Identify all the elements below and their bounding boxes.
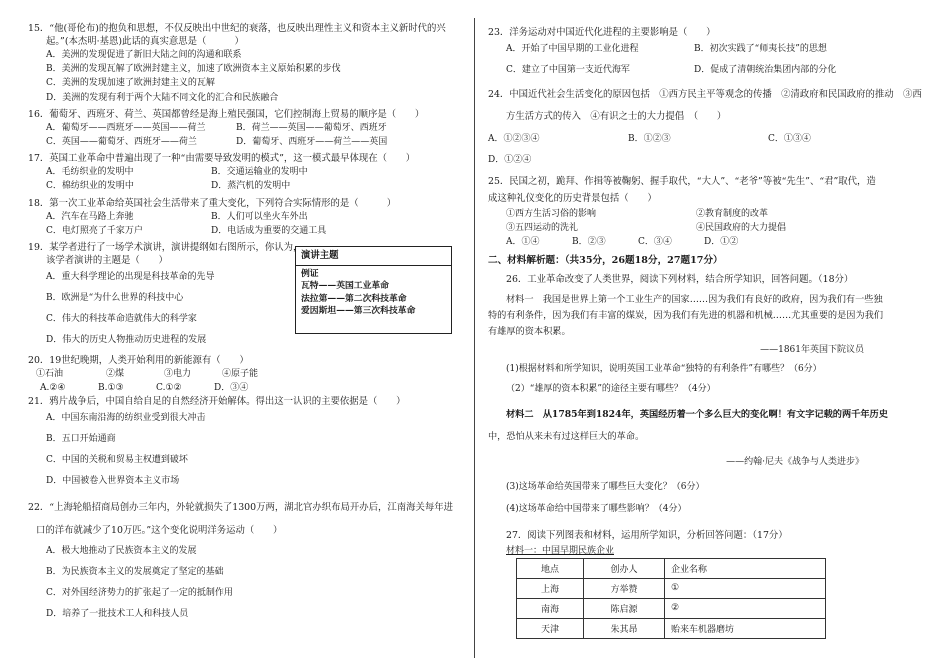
question-20 <box>28 354 460 395</box>
q24-option-b: B．①②③ <box>628 134 671 144</box>
q20-option-d: D．③④ <box>214 383 249 394</box>
q26-m1-line1: 材料一 我国是世界上第一个工业生产的国家……因为我们有良好的政府，因为我们有一些独 <box>506 293 883 305</box>
q20-item-1: ①石油 <box>36 369 64 380</box>
q26-source-1: ——1861年英国下院议员 <box>760 344 864 355</box>
q26-material-2 <box>488 404 924 448</box>
q23-option-d: D．促成了清朝统治集团内部的分化 <box>694 65 837 75</box>
q18-option-b: B．人们可以坐火车外出 <box>211 211 308 222</box>
speech-title: 演讲主题 <box>301 250 339 261</box>
q21-option-d: D．中国被卷入世界资本主义市场 <box>46 476 180 487</box>
q27-material-caption: 材料一：中国早期民族企业 <box>506 545 615 556</box>
q16-options-row2 <box>28 135 460 149</box>
speech-line-1: 瓦特——英国工业革命 <box>301 281 389 291</box>
q24-option-a: A．①②③④ <box>488 134 540 144</box>
q15-stem-line1: 15．“他(哥伦布)的抱负和思想，不仅反映出中世纪的衰落，也反映出理性主义和资本主义新时代的兴 <box>28 23 446 34</box>
table-cell: 天津 <box>517 618 584 638</box>
q17-option-a: A．毛纺织业的发明中 <box>46 167 134 178</box>
q16-option-a: A．葡萄牙——西班牙——英国——荷兰 <box>46 122 206 133</box>
q26-m2-line2: 中，恐怕从来未有过这样巨大的革命。 <box>488 430 645 442</box>
q19-option-d: D．伟大的历史人物推动历史进程的发展 <box>46 335 207 346</box>
q23-stem: 23．洋务运动对中国近代化进程的主要影响是（ ） <box>488 27 716 38</box>
q19-option-a: A．重大科学理论的出现是科技革命的先导 <box>46 272 215 283</box>
q22-stem-line2: 口的洋布就减少了10万匹。”这个变化说明洋务运动（ ） <box>36 525 283 537</box>
q18-options-row2 <box>28 224 460 238</box>
q20-options <box>28 381 460 395</box>
q19-stem-line2: 该学者演讲的主题是（ ） <box>46 255 168 267</box>
section-2-heading: 二、材料解析题：（共35分，26题18分，27题17分） <box>488 254 723 266</box>
table-cell: ② <box>665 598 826 618</box>
q25-option-d: D．①② <box>704 237 739 248</box>
q26-m2-line1: 材料二 从1785年到1824年，英国经历着一个多么巨大的变化啊！有文字记载的两千年历史 <box>506 408 888 420</box>
q20-stem: 20．19世纪晚期，人类开始利用的新能源有（ ） <box>28 355 249 367</box>
q26-sub-4: (4)这场革命给中国带来了哪些影响？（4分） <box>506 503 687 514</box>
q25-stem-line2: 成这种礼仪变化的历史背景包括（ ） <box>488 193 657 204</box>
q25-item-3: ③五四运动的洗礼 <box>506 223 579 234</box>
q20-option-a: A.②④ <box>40 383 66 394</box>
table-header-cell: 企业名称 <box>665 558 826 578</box>
q23-option-a: A．开始了中国早期的工业化进程 <box>506 44 639 54</box>
question-22 <box>28 495 460 625</box>
table-header-row <box>517 558 826 578</box>
q23-option-c: C．建立了中国第一支近代海军 <box>506 65 630 75</box>
q18-option-d: D．电话成为重要的交通工具 <box>211 225 327 236</box>
q25-items-row1 <box>488 207 924 221</box>
question-26 <box>488 272 924 520</box>
table-header-cell: 创办人 <box>584 558 665 578</box>
q17-stem: 17．英国工业革命中普遍出现了一种“由需要导致发明的模式”，这一模式最早体现在（ ） <box>28 153 416 165</box>
q16-option-c: C．英国——葡萄牙、西班牙——荷兰 <box>46 137 197 148</box>
q16-option-b: B．荷兰——英国——葡萄牙、西班牙 <box>236 122 387 133</box>
q23-options-row2 <box>488 60 924 81</box>
table-row <box>517 618 826 638</box>
q26-m1-line2: 特的有利条件，因为我们有丰富的煤炭，因为我们有先进的机器和机械……尤其重要的是因为我们 <box>488 309 884 321</box>
q20-option-c: C.①② <box>156 383 182 394</box>
q21-option-a: A．中国东南沿海的纺织业受到很大冲击 <box>46 413 206 424</box>
q17-option-d: D．蒸汽机的发明中 <box>211 181 291 192</box>
enterprise-table <box>516 558 826 639</box>
q22-option-d: D．培养了一批技术工人和科技人员 <box>46 609 189 620</box>
q22-option-c: C．对外国经济势力的扩张起了一定的抵制作用 <box>46 588 233 599</box>
q17-options-row1 <box>28 165 460 179</box>
q21-option-c: C．中国的关税和贸易主权遭到破坏 <box>46 455 188 466</box>
q25-options <box>488 235 924 249</box>
table-cell: 南海 <box>517 598 584 618</box>
q26-material-1 <box>488 292 924 340</box>
q15-stem-line2: 起。”(本杰明·基恩)此话的真实意思是（ ） <box>46 36 244 47</box>
q20-option-b: B.①③ <box>98 383 124 394</box>
q22-stem-line1: 22．“上海轮船招商局创办三年内，外轮就损失了1300万两，湖北官办织布局开办后，江南海关每年进 <box>28 502 453 514</box>
q24-option-d: D．①②④ <box>488 155 532 165</box>
table-header-cell: 地点 <box>517 558 584 578</box>
q19-option-b: B．欧洲是“为什么世界的科技中心 <box>46 293 184 304</box>
q21-option-b: B．五口开始通商 <box>46 434 116 445</box>
q15-option-a: A．美洲的发现促进了新旧大陆之间的沟通和联系 <box>46 50 242 60</box>
q27-stem: 27．阅读下列图表和材料，运用所学知识，分析回答问题：（17分） <box>506 529 788 541</box>
q25-option-c: C．③④ <box>638 237 672 248</box>
q25-option-a: A．①④ <box>506 237 540 248</box>
q15-option-c: C．美洲的发现加速了欧洲封建主义的瓦解 <box>46 78 215 89</box>
q18-option-c: C．电灯照亮了千家万户 <box>46 225 143 236</box>
q16-options-row1 <box>28 121 460 135</box>
speech-line-2: 法拉第——第二次科技革命 <box>301 293 407 304</box>
question-27 <box>488 528 924 639</box>
question-21 <box>28 395 460 492</box>
speech-example-label: 例证 <box>301 268 319 279</box>
q23-options-row1 <box>488 39 924 60</box>
q17-option-c: C．棉纺织业的发明中 <box>46 181 134 192</box>
q25-item-1: ①西方生活习俗的影响 <box>506 209 597 219</box>
question-15 <box>28 22 460 105</box>
q21-stem: 21．鸦片战争后，中国自给自足的自然经济开始解体。得出这一认识的主要依据是（ ） <box>28 396 406 408</box>
q20-item-4: ④原子能 <box>222 369 259 380</box>
question-23 <box>488 26 924 81</box>
speech-divider <box>296 265 451 266</box>
q19-option-c: C．伟大的科技革命造就伟大的科学家 <box>46 314 197 325</box>
q26-sub-3: (3)这场革命给英国带来了哪些巨大变化？（6分） <box>506 481 705 492</box>
speech-outline-box <box>295 246 452 334</box>
table-cell: 陈启源 <box>584 598 665 618</box>
table-cell: 朱其昂 <box>584 618 665 638</box>
q24-stem-line1: 24．中国近代社会生活变化的原因包括 ①西方民主平等观念的传播 ②清政府和民国政府的推动 ③西 <box>488 89 922 100</box>
q15-option-b: B．美洲的发现瓦解了欧洲封建主义，加速了欧洲资本主义原始积累的步伐 <box>46 64 341 75</box>
q22-option-b: B．为民族资本主义的发展奠定了坚定的基础 <box>46 567 224 578</box>
speech-line-3: 爱因斯坦——第三次科技革命 <box>301 306 416 316</box>
q26-stem: 26．工业革命改变了人类世界，阅读下列材料，结合所学知识，回答问题。（18分） <box>506 273 854 285</box>
q20-items <box>28 367 460 381</box>
table-cell: 贻来车机器磨坊 <box>665 618 826 638</box>
q25-option-b: B．②③ <box>572 237 606 248</box>
q26-sub-1: (1)根据材料和所学知识，说明英国工业革命“独特的有利条件”有哪些？（6分） <box>506 363 822 374</box>
question-24 <box>488 84 924 170</box>
q15-option-d: D．美洲的发现有利于两个大陆不同文化的汇合和民族融合 <box>46 92 279 103</box>
q16-option-d: D．葡萄牙、西班牙——荷兰——英国 <box>236 137 388 148</box>
q17-options-row2 <box>28 179 460 193</box>
q25-item-4: ④民国政府的大力提倡 <box>696 223 787 234</box>
question-16 <box>28 108 460 149</box>
q25-stem-line1: 25．民国之初，跪拜、作揖等被鞠躬、握手取代，“大人”、“老爷”等被“先生”、“君”取代，造 <box>488 176 876 187</box>
table-row <box>517 598 826 618</box>
table-cell: 上海 <box>517 578 584 598</box>
table-cell: ① <box>665 578 826 598</box>
q22-option-a: A．极大地推动了民族资本主义的发展 <box>46 546 197 557</box>
q26-m1-line3: 有雄厚的资本积累。 <box>488 325 571 337</box>
q18-stem: 18．第一次工业革命给英国社会生活带来了重大变化，下列符合实际情形的是（ ） <box>28 197 397 209</box>
column-divider <box>474 18 475 658</box>
q20-item-2: ②煤 <box>106 369 125 380</box>
q18-options-row1 <box>28 210 460 224</box>
q25-item-2: ②教育制度的改革 <box>696 209 769 219</box>
question-17 <box>28 152 460 193</box>
q18-option-a: A．汽车在马路上奔驰 <box>46 211 134 222</box>
q24-options-row1 <box>488 128 924 150</box>
q26-source-2: ——约翰·尼夫《战争与人类进步》 <box>726 456 864 467</box>
q26-sub-2: （2）“雄厚的资本积累”的途径主要有哪些？（4分） <box>506 383 716 394</box>
right-column <box>488 26 924 639</box>
q17-option-b: B．交通运输业的发明中 <box>211 167 308 178</box>
question-18 <box>28 197 460 238</box>
q25-items-row2 <box>488 221 924 235</box>
q24-option-c: C．①③④ <box>768 134 811 144</box>
q23-option-b: B．初次实践了“师夷长技”的思想 <box>694 44 827 54</box>
q24-stem-line2: 方生活方式的传入 ④有识之士的大力提倡 （ ） <box>506 111 727 122</box>
table-cell: 方举赞 <box>584 578 665 598</box>
q19-stem-line1: 19．某学者进行了一场学术演讲，演讲提纲如右图所示，你认为， <box>28 242 303 254</box>
q16-stem: 16．葡萄牙、西班牙、荷兰、英国都曾经是海上殖民强国，它们控制海上贸易的顺序是（ ） <box>28 108 425 120</box>
table-row <box>517 578 826 598</box>
question-25 <box>488 173 924 250</box>
q20-item-3: ③电力 <box>164 369 192 380</box>
